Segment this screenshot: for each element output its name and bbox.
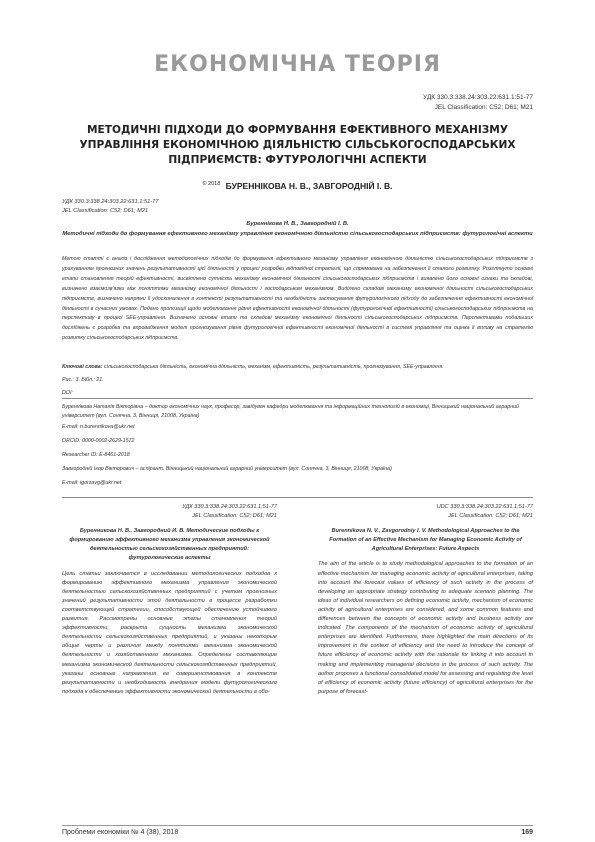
ua-abstract-authors: Буреннікова Н. В., Завгородній І. В.: [246, 221, 349, 227]
author1-researcher-id: Researcher ID: E-8461-2018: [62, 452, 130, 458]
author-names: БУРЕННІКОВА Н. В., ЗАВГОРОДНІЙ І. В.: [225, 181, 393, 191]
article-title: МЕТОДИЧНІ ПІДХОДИ ДО ФОРМУВАННЯ ЕФЕКТИВНОГО МЕХАНІЗМУ УПРАВЛІННЯ ЕКОНОМІЧНОЮ ДІЯЛЬНІСТЮ СІЛЬСЬКОГОСПОДАРСЬКИХ ПІДПРИЄМСТВ: ФУТУРОЛОГІЧНІ АСПЕКТИ: [79, 124, 516, 166]
ru-udc: УДК 330.3:338.24:303.22:631.1:51-77: [182, 504, 277, 510]
ru-jel: JEL Classification: C52; D61; M21: [192, 513, 277, 520]
ru-column: [62, 503, 277, 697]
author1-orcid: ORCID: 0000-0002-2629-1572: [62, 438, 135, 444]
keywords-label: Ключові слова:: [62, 364, 103, 370]
divider: [62, 497, 533, 498]
authors-line: [0, 181, 595, 191]
ua-udc-code: УДК 330.3:338.24:303.22:631.1:51-77: [62, 199, 159, 205]
abstract-text: Метою статті є аналіз і дослідження методологічних підходів до формування ефективного механізму управління економічною діяльністю сільськогосподарських підприємств з урахуванням прогнозних значень результативності цієї діяльності у процесі розробки відповідної стратегії, що спрямована на забезпечення її сталого розвитку. Розглянуто основні етапи становлення теорій ефективності, висвітлено сутність механізму економічної діяльності сільськогосподарських підприємств і виявлено його основні ознаки та складові, визначено взаємозв'язки між поняттями механізму економічної діяльності і господарським механізмом. Виділено складові механізму економічної діяльності сільськогосподарських підприємств, визначено напрями її удосконалення в контексті результативності та необхідність застосування футурологічного підходу до забезпечення ефективності економічної діяльності в сучасних умовах. Подано пропозиції щодо моделювання рівня ефективності економічної діяльності (футурологічної ефективності) сільськогосподарських підприємств на перспективу в процесі SEE-управління. Визначено основні етапи та складові механізму економічної діяльності сільськогосподарських підприємств. Перспективами подальших досліджень є розробка та впровадження моделі прогнозування рівня футурологічної ефективності економічної діяльності в системі управління та оцінка її впливу на стратегію розвитку сільськогосподарських підприємств.: [62, 256, 533, 342]
en-udc: UDC 330.3:338.24:303.22:631.1:51-77: [436, 504, 533, 510]
en-column: [318, 503, 533, 697]
author2-email: E-mail: igorzavg@ukr.net: [62, 480, 122, 486]
ru-header: Буренникова Н. В., Завгородний И. В. Методические подходы к формированию эффективного механизма управления экономической деятельностью сельскохозяйственных предприятий: футурологические аспекты: [69, 528, 270, 562]
top-udc-block: [423, 93, 533, 113]
footer-divider: [62, 825, 533, 826]
page-number: 169: [521, 829, 533, 836]
divider: [62, 398, 533, 399]
author1-email: E-mail: n.burennikova@ukr.net: [62, 424, 135, 430]
ua-udc-block: [62, 198, 159, 215]
footer: [62, 829, 533, 836]
refs-count: Рис.: 3. Бібл.: 21.: [62, 377, 104, 383]
udc-code: УДК 330.3:338.24:303.22:631.1:51-77: [423, 94, 533, 101]
author1-info: Буреннікова Наталія Вікторівна – доктор економічних наук, професор, завідувач кафедри моделювання та інформаційних технологій в економіці, Вінницький національний аграрний університет (вул. Сонячна, 3, Вінниця, 21008, Україна): [62, 404, 520, 419]
ru-body: Цель статьи заключается в исследовании методологических подходов к формированию эффективного механизма управления экономической деятельностью сельскохозяйственных предприятий с учетом прогнозных значений результативности этой деятельности в процессе разработки соответствующей стратегии, способствующей обеспечению устойчивого развития. Рассмотрены основные этапы становления теорий эффективности, раскрыта сущность механизма экономической деятельности сельскохозяйственных предприятий, и указаны некоторые общие черты и различия между понятиями механизма экономической деятельности и хозяйственного механизма. Определены составляющие механизма экономической деятельности сельскохозяйственных предприятий, указаны основные направления ее совершенствования в контексте результативности и необходимость внедрения модели футурологического подхода к обеспечению эффективности экономической деятельности в обо-: [62, 570, 277, 695]
en-header: Burennikova N. V., Zavgorodniy I. V. Methodological Approaches to the Formation of an Effective Mechanism for Managing Economic Activity of Agricultural Enterprises: Future Aspects: [329, 528, 522, 553]
copyright: © 2018: [202, 181, 221, 188]
author2-info: Завгородній Ігор Вікторович – аспірант, Вінницький національний аграрний університет (вул. Сонячна, 3, Вінниця, 21008, Україна): [62, 466, 392, 472]
keywords-text: сільськогосподарська діяльність, економічна діяльність, механізм, ефективність, результативність, прогнозування, SEE-управління.: [104, 364, 444, 370]
ua-abstract-title: Методичні підходи до формування ефективного механізму управління економічною діяльністю сільськогосподарських підприємств: футурологічні аспекти: [62, 231, 533, 237]
journal-name: Проблеми економіки № 4 (38), 2018: [62, 829, 179, 836]
jel-code: JEL Classification: C52; D61; M21: [434, 104, 533, 111]
en-body: The aim of the article is to study methodological approaches to the formation of an effective mechanism for managing economic activity of agricultural enterprises, taking into account the forecast values of efficiency of such activity in the process of developing an appropriate strategy contributing to adequate scenario planning. The ideas of individual researchers on defining economic activity, mechanism of economic activity of agricultural enterprises are considered, and some common features and differences between the concepts of economic activity and business activity are indicated. The components of the mechanism of economic activity of agricultural enterprises are identified. Furthermore, there highlighted the main directions of its improvement in the context of efficiency and the need to introduce the concept of future efficiency of economic activity with the rationale for linking it into account in making and implementing managerial decisions in the process of such activity. The author proposes a functional consolidated model for assessing and regulating the level of efficiency of economic activity (future efficiency) of agricultural enterprises for the purpose of forecast-: [318, 561, 533, 695]
en-jel: JEL Classification: C52; D61; M21: [448, 513, 533, 520]
section-title: ЕКОНОМІЧНА ТЕОРІЯ: [154, 52, 441, 77]
ua-jel-code: JEL Classification: C52; D61; M21: [62, 207, 149, 214]
doi-label: DOI:: [62, 390, 73, 396]
keywords: [62, 364, 533, 370]
